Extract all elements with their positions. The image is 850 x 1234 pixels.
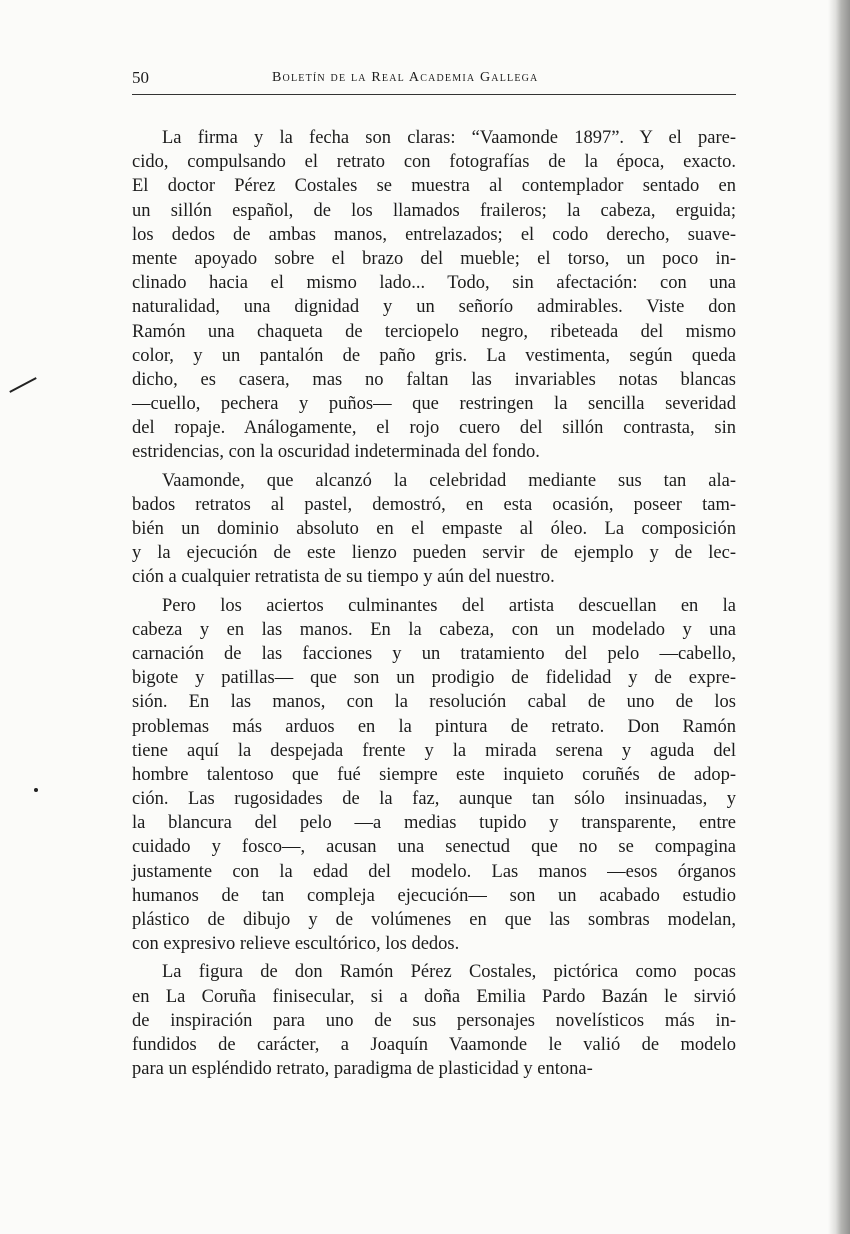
- text-line: y la ejecución de este lienzo pueden servir de ejemplo y de lec-: [132, 543, 736, 564]
- text-line: fundidos de carácter, a Joaquín Vaamonde le valió de modelo: [132, 1034, 736, 1055]
- text-line: Pero los aciertos culminantes del artista descuellan en la: [162, 595, 736, 616]
- paragraph: [132, 469, 736, 590]
- text-line: ción. Las rugosidades de la faz, aunque tan sólo insinuadas, y: [132, 789, 736, 810]
- paragraph: [132, 594, 736, 957]
- text-line: dicho, es casera, mas no faltan las invariables notas blancas: [132, 369, 736, 390]
- text-line: plástico de dibujo y de volúmenes en que las sombras modelan,: [132, 910, 736, 930]
- text-line: clinado hacia el mismo lado... Todo, sin afectación: con una: [132, 273, 736, 294]
- paragraph: [132, 126, 736, 465]
- margin-pen-mark: [9, 377, 36, 393]
- header-rule: [132, 94, 736, 95]
- text-line: en La Coruña finisecular, si a doña Emilia Pardo Bazán le sirvió: [132, 986, 736, 1007]
- text-line: para un espléndido retrato, paradigma de plasticidad y entona-: [132, 1059, 593, 1080]
- text-line: —cuello, pechera y puños— que restringen la sencilla severidad: [132, 394, 736, 415]
- text-line: cuidado y fosco—, acusan una senectud que no se compagina: [132, 837, 736, 858]
- text-line: cido, compulsando el retrato con fotografías de la época, exacto.: [132, 152, 736, 173]
- running-title: Boletín de la Real Academia Gallega: [272, 70, 539, 85]
- text-line: sión. En las manos, con la resolución cabal de uno de los: [132, 692, 736, 713]
- body-text: [132, 126, 736, 1085]
- text-line: estridencias, con la oscuridad indeterminada del fondo.: [132, 442, 540, 463]
- text-line: de inspiración para uno de sus personajes novelísticos más in-: [132, 1010, 736, 1031]
- text-line: bigote y patillas— que son un prodigio de fidelidad y de expre-: [132, 668, 736, 689]
- text-line: tiene aquí la despejada frente y la mirada serena y aguda del: [132, 740, 736, 761]
- text-line: El doctor Pérez Costales se muestra al contemplador sentado en: [132, 176, 736, 197]
- text-line: la blancura del pelo —a medias tupido y transparente, entre: [132, 813, 736, 834]
- text-line: bados retratos al pastel, demostró, en esta ocasión, poseer tam-: [132, 494, 736, 515]
- scanned-page-edge: [828, 0, 850, 1234]
- text-line: los dedos de ambas manos, entrelazados; el codo derecho, suave-: [132, 224, 736, 245]
- text-line: ción a cualquier retratista de su tiempo y aún del nuestro.: [132, 567, 555, 588]
- text-line: problemas más arduos en la pintura de retrato. Don Ramón: [132, 716, 736, 737]
- text-line: un sillón español, de los llamados fraileros; la cabeza, erguida;: [132, 200, 736, 221]
- text-line: humanos de tan compleja ejecución— son un acabado estudio: [132, 885, 736, 906]
- text-line: naturalidad, una dignidad y un señorío admirables. Viste don: [132, 297, 736, 318]
- text-line: bién un dominio absoluto en el empaste al óleo. La composición: [132, 519, 736, 539]
- paragraph: [132, 960, 736, 1081]
- margin-dot-mark: [34, 788, 38, 792]
- text-line: color, y un pantalón de paño gris. La vestimenta, según queda: [132, 345, 736, 366]
- text-line: cabeza y en las manos. En la cabeza, con un modelado y una: [132, 619, 736, 640]
- text-line: Vaamonde, que alcanzó la celebridad mediante sus tan ala-: [162, 470, 736, 491]
- text-line: Ramón una chaqueta de terciopelo negro, ribeteada del mismo: [132, 321, 736, 342]
- text-line: justamente con la edad del modelo. Las manos —esos órganos: [132, 861, 736, 882]
- text-line: hombre talentoso que fué siempre este inquieto coruñés de adop-: [132, 764, 736, 785]
- text-line: La firma y la fecha son claras: “Vaamonde 1897”. Y el pare-: [162, 128, 736, 148]
- page-header: [132, 64, 736, 92]
- text-line: mente apoyado sobre el brazo del mueble; el torso, un poco in-: [132, 248, 736, 269]
- text-line: con expresivo relieve escultórico, los dedos.: [132, 934, 460, 955]
- text-line: del ropaje. Análogamente, el rojo cuero del sillón contrasta, sin: [132, 418, 736, 439]
- page-number: 50: [132, 68, 149, 87]
- text-line: La figura de don Ramón Pérez Costales, pictórica como pocas: [162, 962, 736, 983]
- text-line: carnación de las facciones y un tratamiento del pelo —cabello,: [132, 643, 736, 664]
